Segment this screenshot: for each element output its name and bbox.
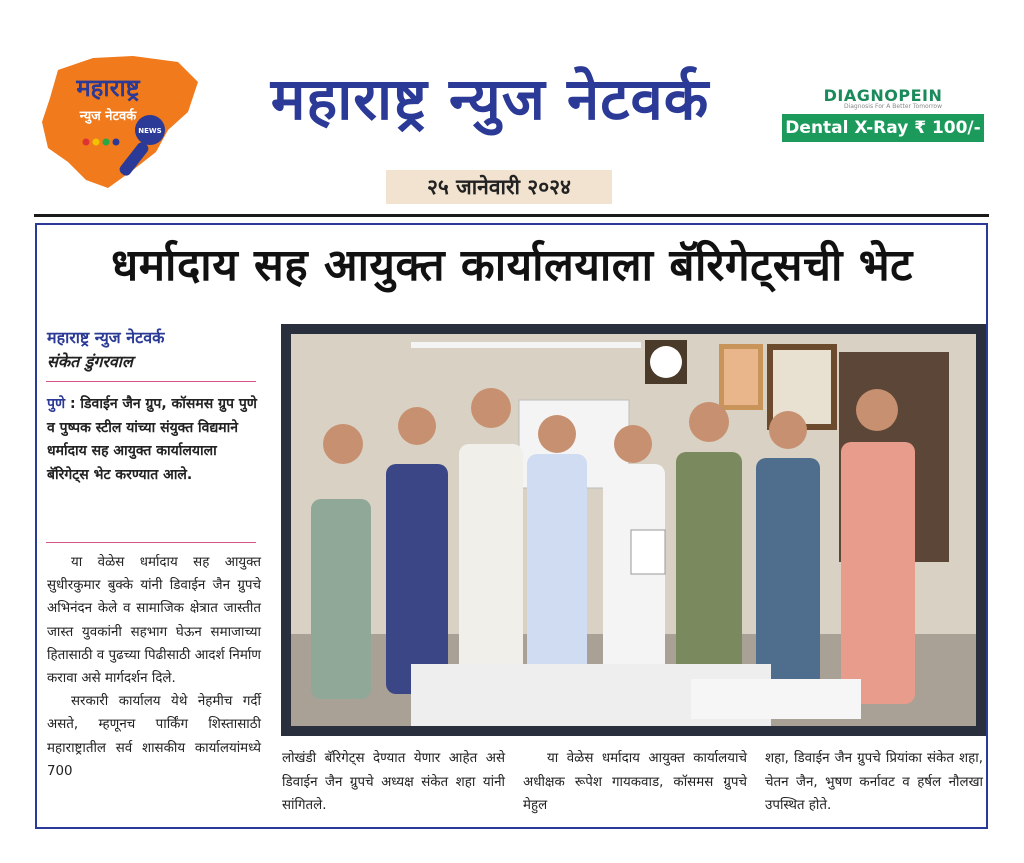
article-paragraph: या वेळेस धर्मादाय सह आयुक्त सुधीरकुमार बुक्के यांनी डिवाईन जैन ग्रुपचे अभिनंदन केले व सामाजिक क्षेत्रात जास्तीत जास्त युवकांनी सहभाग घेऊन समाजाच्या हितासाठी व पुढच्या पिढीसाठी आदर्श निर्माण करावा असे मार्गदर्शन दिले. <box>47 555 261 687</box>
article-lead <box>47 393 259 487</box>
masthead-divider <box>34 214 989 217</box>
advertisement[interactable] <box>782 86 984 146</box>
ad-offer: Dental X-Ray ₹ 100/- <box>782 114 984 142</box>
article-column-2 <box>282 747 505 818</box>
issue-date: २५ जानेवारी २०२४ <box>386 170 612 204</box>
maharashtra-map-icon <box>38 52 208 192</box>
article-paragraph: लोखंडी बॅरिगेट्स देण्यात येणार आहेत असे डिवाईन जैन ग्रुपचे अध्यक्ष संकेत शहा यांनी सांगितले. <box>282 751 505 813</box>
ad-tagline: Diagnosis For A Better Tomorrow <box>843 103 942 110</box>
masthead-title: महाराष्ट्र न्युज नेटवर्क <box>270 65 710 133</box>
ad-brand: DIAGNOPEIN <box>823 86 943 105</box>
article-headline: धर्मादाय सह आयुक्त कार्यालयाला बॅरिगेट्सची भेट <box>111 240 913 291</box>
logo-mic-tag: NEWS <box>138 127 162 135</box>
article-body-left <box>47 551 261 783</box>
dateline-place: पुणे <box>47 396 66 412</box>
logo-title: महाराष्ट्र <box>76 74 140 102</box>
article-paragraph: शहा, डिवाईन जैन ग्रुपचे प्रियांका संकेत शहा, चेतन जैन, भुषण कर्नावट व हर्षल नौलखा उपस्थित होते. <box>765 751 983 813</box>
article-paragraph: या वेळेस धर्मादाय आयुक्त कार्यालयाचे अधीक्षक रूपेश गायकवाड, कॉसमस ग्रुपचे मेहुल <box>523 751 747 813</box>
group-photo <box>291 334 976 726</box>
lead-divider <box>46 542 256 543</box>
byline-divider <box>46 381 256 382</box>
byline-organization: महाराष्ट्र न्युज नेटवर्क <box>47 328 165 347</box>
logo-subtitle: न्युज नेटवर्क <box>79 109 137 124</box>
brand-logo <box>38 52 208 192</box>
byline-reporter: संकेत डुंगरवाल <box>47 352 133 371</box>
lead-text: : डिवाईन जैन ग्रुप, कॉसमस ग्रुप पुणे व पुष्पक स्टील यांच्या संयुक्त विद्यमाने धर्मादाय सह आयुक्त कार्यालयाला बॅरिगेट्स भेट करण्यात आले. <box>47 396 257 483</box>
group-photo-illustration <box>291 334 976 726</box>
article-paragraph: सरकारी कार्यालय येथे नेहमीच गर्दी असते, म्हणूनच पार्किंग शिस्तासाठी महाराष्ट्रातील सर्व शासकीय कार्यालयांमध्ये 700 <box>47 694 261 779</box>
article-column-3 <box>523 747 747 818</box>
article-column-4 <box>765 747 983 818</box>
